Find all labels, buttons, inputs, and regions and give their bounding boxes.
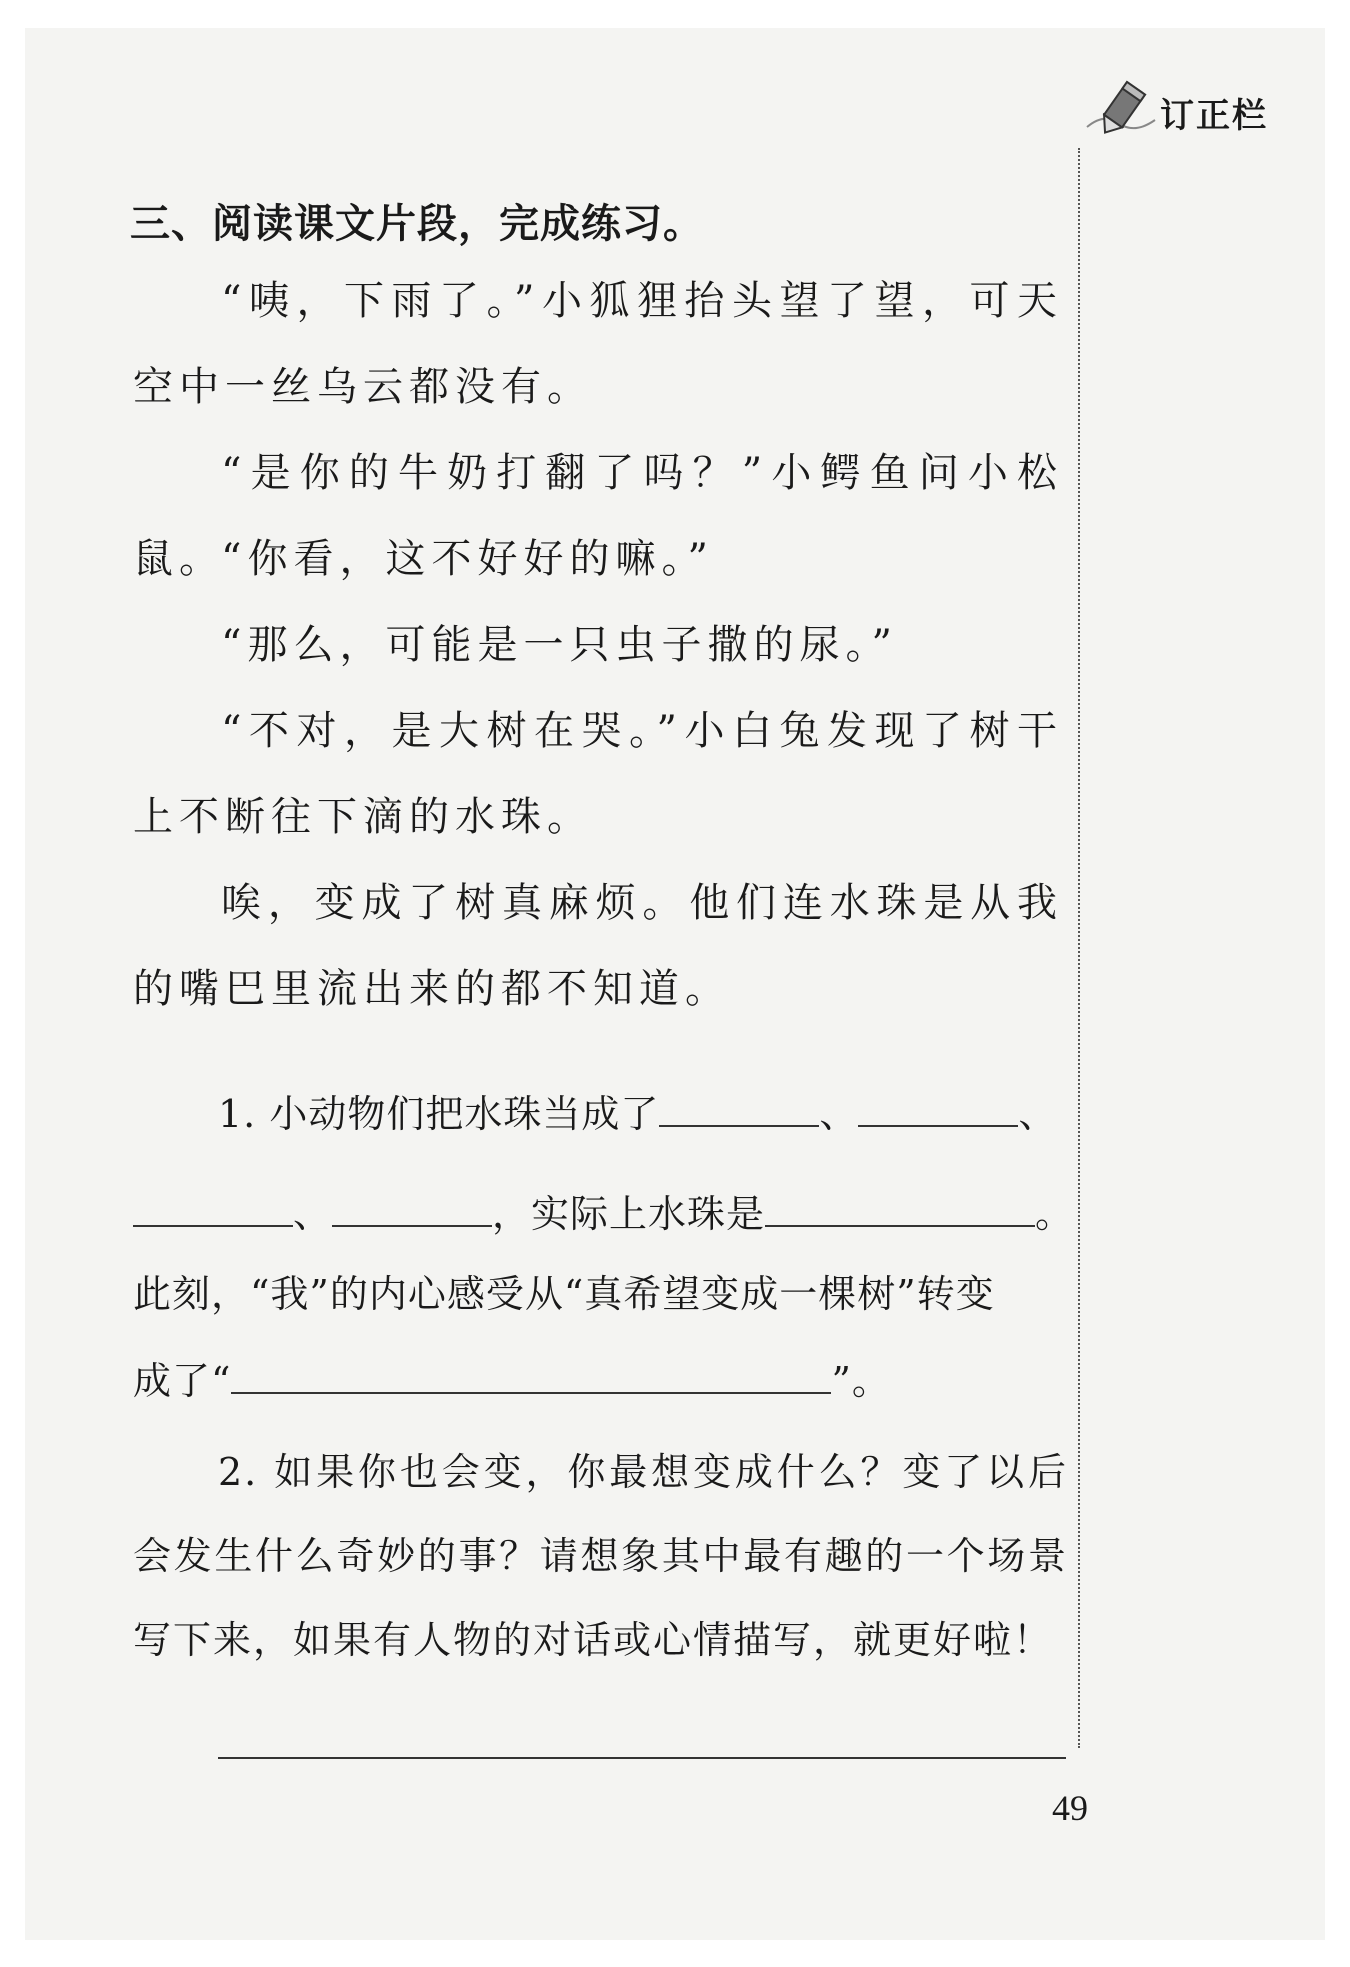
question-1-line-1 <box>218 1083 1057 1138</box>
question-1-prompt-d: 成了“ <box>133 1359 232 1403</box>
answer-blank-4[interactable] <box>332 1185 492 1227</box>
period: 。 <box>1035 1192 1075 1236</box>
separator: 、 <box>293 1192 333 1236</box>
writing-answer-line[interactable] <box>218 1757 1066 1759</box>
answer-blank-6[interactable] <box>231 1352 831 1394</box>
correction-column-divider <box>1078 148 1080 1748</box>
correction-column-title: 订正栏 <box>1160 96 1268 136</box>
question-1-line-3 <box>133 1263 995 1318</box>
question-2: 2. 如果你也会变，你最想变成什么？变了以后会发生什么奇妙的事？请想象其中最有趣的一个场景写下来，如果有人物的对话或心情描写，就更好啦！ <box>133 1450 1068 1662</box>
answer-blank-3[interactable] <box>133 1185 293 1227</box>
answer-blank-5[interactable] <box>765 1185 1035 1227</box>
question-1-line-4 <box>133 1350 891 1405</box>
passage-paragraph: 唉，变成了树真麻烦。他们连水珠是从我的嘴巴里流出来的都不知道。 <box>133 880 1063 1012</box>
question-1-prompt-c: 此刻，“我”的内心感受从“真希望变成一棵树”转变 <box>133 1272 995 1316</box>
answer-blank-2[interactable] <box>858 1085 1018 1127</box>
answer-blank-1[interactable] <box>659 1085 819 1127</box>
page-number: 49 <box>1052 1788 1088 1828</box>
separator: 、 <box>819 1092 859 1136</box>
separator: 、 <box>1018 1092 1058 1136</box>
passage-paragraph: “你看，这不好好的嘛。” <box>221 536 714 582</box>
question-1-prompt-b: ，实际上水珠是 <box>492 1192 766 1236</box>
passage-paragraph: “不对，是大树在哭。”小白兔发现了树干上不断往下滴的水珠。 <box>133 708 1063 840</box>
section-title: 三、阅读课文片段，完成练习。 <box>130 201 704 247</box>
question-1-prompt: 1. 小动物们把水珠当成了 <box>218 1092 660 1136</box>
closing-quote: ”。 <box>831 1359 891 1403</box>
passage-paragraph: “那么，可能是一只虫子撒的尿。” <box>221 622 898 668</box>
passage-paragraph: “是你的牛奶打翻了吗？”小鳄鱼问小松鼠。 <box>133 450 1063 582</box>
passage-paragraph: “咦，下雨了。”小狐狸抬头望了望，可天空中一丝乌云都没有。 <box>133 278 1063 410</box>
question-1-line-2 <box>133 1183 1074 1238</box>
